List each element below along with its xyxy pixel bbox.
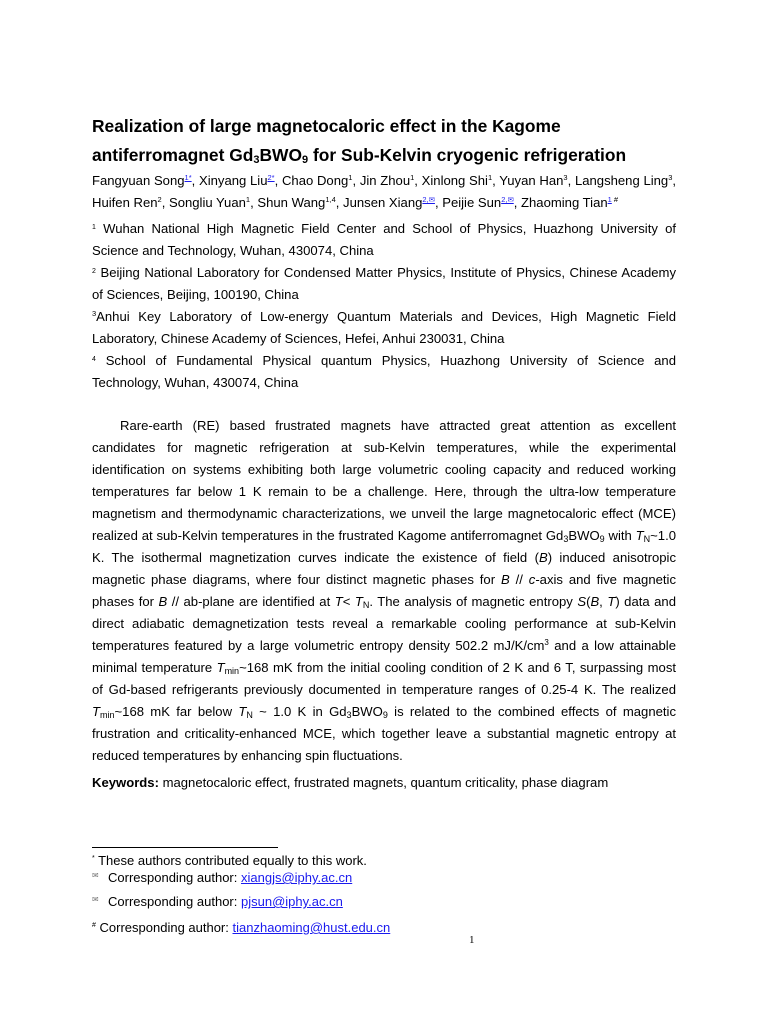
affiliation-4: $^4$ School of Fundamental Physical quantum Physics, Huazhong University of Science and Technology, Wuhan, 430074, China	[92, 353, 676, 390]
email-link-xiang[interactable]: xiangjs@iphy.ac.cn	[240, 870, 353, 885]
author-name: Xinyang Liu$^{2*}$	[198, 173, 275, 188]
author-affiliation-mark: 3	[563, 173, 568, 182]
author-affiliation-mark[interactable]: 1	[607, 195, 612, 204]
footnote-equal-contribution: * These authors contributed equally to this work.	[92, 853, 367, 868]
keywords: Keywords: magnetocaloric effect, frustrated magnets, quantum criticality, phase diagram	[92, 775, 609, 790]
author-list: Fangyuan Song$^{1*}$, Xinyang Liu$^{2*}$, Chao Dong$^1$, Jin Zhou$^1$, Xinlong Shi$^1$, Yuyan Han$^3$, Langsheng Ling$^3$, Huifen Ren$^2$, Songliu Yuan$^1$, Shun Wang$^{1,4}$, Junsen Xiang$^{2,✉}$, Peijie Sun$^{2,✉}$, Zhaoming Tian$^1$ #	[92, 173, 677, 210]
affiliation-1: $^1$ Wuhan National High Magnetic Field Center and School of Physics, Huazhong University of Science and Technology, Wuhan, 430074, China	[92, 221, 676, 258]
author-name: Junsen Xiang$^{2,✉}$	[343, 195, 435, 210]
author-affiliation-mark[interactable]: 2*	[267, 173, 275, 182]
author-name: Shun Wang$^{1,4}$	[257, 195, 336, 210]
footnote-corresponding-1: ✉ Corresponding author: xiangjs@iphy.ac.cn	[92, 870, 353, 885]
author-affiliation-mark: 1	[487, 173, 493, 182]
abstract: Rare-earth (RE) based frustrated magnets have attracted great attention as excellent candidates for magnetic refrigeration at sub-Kelvin temperatures, while the experimental identification on systems exhibiting both large volumetric cooling capacity and reduced working temperatures far below 1 K remain to be a challenge. Here, through the ultra-low temperature magnetism and thermodynamic characterizations, we unveil the large magnetocaloric effect (MCE) realized at sub-Kelvin temperatures in the frustrated Kagome antiferromagnet $Gd_3BWO_9$ with $T_N\sim 1.0$ K. The isothermal magnetization curves indicate the existence of field (B) induced anisotropic magnetic phase diagrams, where four distinct magnetic phases for B // c-axis and five magnetic phases for B // ab-plane are identified at $T< T_N$. The analysis of magnetic entropy S(B, T) data and direct adiabatic demagnetization tests reveal a remarkable cooling performance at sub-Kelvin temperatures featured by a large volumetric entropy density 502.2 $mJ/K/cm^3$ and a low attainable minimal temperature $T_{min}\sim 168$ mK from the initial cooling condition of 2 K and 6 T, surpassing most of Gd-based refrigerants previously documented in temperature ranges of 0.25-4 K. The realized $T_{min}\sim 168$ mK far below $T_N$ ~ 1.0 K in $Gd_3BWO_9$ is related to the combined effects of magnetic frustration and criticality-enhanced MCE, which together leave a substantial magnetic entropy at reduced temperatures by enhancing spin fluctuations.	[92, 418, 677, 763]
author-affiliation-mark: 1	[348, 173, 353, 182]
author-affiliation-mark: 1	[245, 195, 251, 204]
affiliation-2: $^2$ Beijing National Laboratory for Condensed Matter Physics, Institute of Physics, Chinese Academy of Sciences, Beijing, 100190, China	[92, 265, 676, 302]
footnote-divider	[92, 847, 278, 848]
page-number: 1	[469, 934, 475, 946]
keywords-label: Keywords:	[92, 775, 159, 790]
author-affiliation-mark: 1	[410, 173, 415, 182]
author-name: Chao Dong$^1$	[281, 173, 353, 188]
author-affiliation-mark[interactable]: 1*	[184, 173, 192, 182]
author-affiliation-mark[interactable]: 2,✉	[501, 195, 514, 204]
author-name: Fangyuan Song$^{1*}$	[92, 173, 192, 188]
footnote-corresponding-2: ✉ Corresponding author: pjsun@iphy.ac.cn	[92, 894, 343, 909]
author-name: Zhaoming Tian$^1$ #	[521, 195, 619, 210]
paper-title: Realization of large magnetocaloric effect in the Kagome antiferromagnet $Gd_3BWO_9$ for Sub-Kelvin cryogenic refrigeration	[92, 116, 627, 166]
author-name: Xinlong Shi$^1$	[421, 173, 493, 188]
author-affiliation-mark: 2	[157, 195, 162, 204]
author-affiliation-mark: 3	[668, 173, 673, 182]
footnote-corresponding-3: # Corresponding author: tianzhaoming@hust.edu.cn	[92, 920, 391, 935]
email-link-tian[interactable]: tianzhaoming@hust.edu.cn	[232, 920, 391, 935]
email-link-sun[interactable]: pjsun@iphy.ac.cn	[240, 894, 343, 909]
author-name: Huifen Ren$^2$	[92, 195, 162, 210]
author-name: Jin Zhou$^1$	[359, 173, 415, 188]
author-name: Yuyan Han$^3$	[499, 173, 568, 188]
author-affiliation-mark: 1,4	[325, 195, 336, 204]
author-name: Songliu Yuan$^1$	[168, 195, 251, 210]
author-name: Langsheng Ling$^3$	[574, 173, 673, 188]
affiliation-3: $^3$Anhui Key Laboratory of Low-energy Quantum Materials and Devices, High Magnetic Field Laboratory, Chinese Academy of Sciences, Hefei, Anhui 230031, China	[92, 309, 676, 346]
author-affiliation-mark[interactable]: 2,✉	[422, 195, 435, 204]
title-line-1: Realization of large magnetocaloric effect in the Kagome	[92, 116, 561, 136]
author-name: Peijie Sun$^{2,✉}$	[442, 195, 514, 210]
